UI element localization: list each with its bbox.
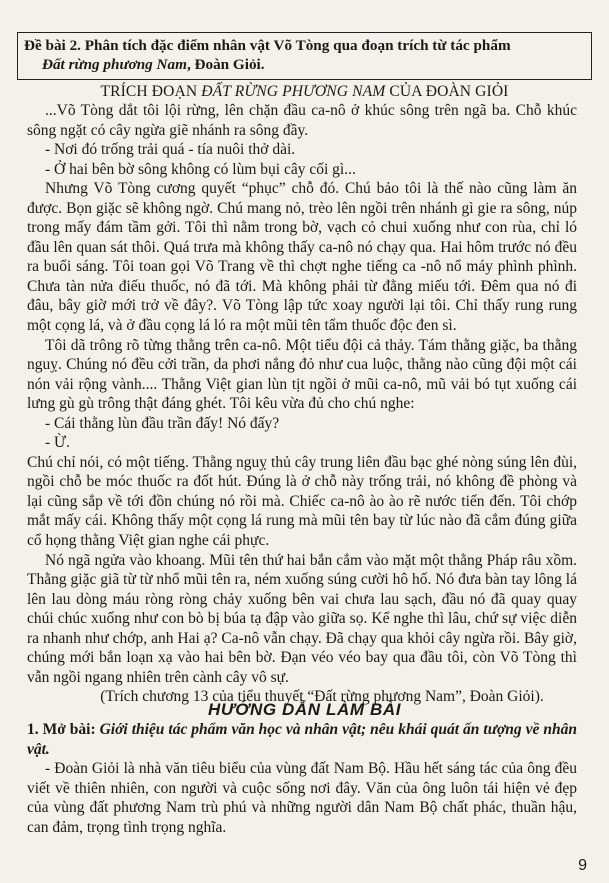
page-number: 9 <box>578 857 587 874</box>
task-line-1 <box>24 36 583 55</box>
guide-section-heading <box>27 720 577 759</box>
excerpt-heading <box>0 82 609 101</box>
excerpt-paragraph: - Ở hai bên bờ sông không có lùm bụi cây cối gì... <box>45 160 356 178</box>
excerpt-paragraph: Nhưng Võ Tòng cương quyết “phục” chỗ đó. Chú bảo tôi là thế nào cũng làm ăn được. Bọn giặc sẽ không ngờ. Chú mang nỏ, trèo lên ngồi trên nhánh gì gie ra sông, núp trong mấy đám tầm gởi. Tôi thì nằm trong bờ, vạch cỏ chui xuống như con rùa, chỉ ló đầu lên quan sát thôi. Quá trưa mà không thấy ca-nô nó chạy qua. Hai hôm trước nó đều ra buổi sáng. Tôi toan gọi Võ Trang về thì chợt nghe tiếng ca -nô nổ máy phình phình. Chưa tàn nửa điếu thuốc, nó đã tới. Mà không phải từ đằng miếu tới. Đêm qua nó đi đâu, bây giờ mới trở về đây?. Võ Tòng lập tức xoay người lại tôi. Chỉ thấy rung rung một cọng lá, và ở đầu cọng lá ló ra một mũi tên tẩm thuốc độc đen sì. <box>27 180 577 335</box>
guide-body <box>27 720 577 837</box>
task-label: Đề bài 2. <box>24 37 81 54</box>
excerpt-paragraph: Tôi dã trông rõ từng thằng trên ca-nô. Một tiểu đội cả thảy. Tám thằng giặc, ba thằng nguỵ. Chúng nó đều cởi trần, da phơi nắng đỏ như cua luộc, thằng nào cũng đội một cái nón vải rộng vành.... Thằng Việt gian lùn tịt ngồi ở mũi ca-nô, mũ vải bó tụt xuống cái lưng gù gù trông thật đáng ghét. Tôi kêu vừa đủ cho chú nghe: <box>27 336 577 413</box>
guide-paragraph: - Đoàn Giỏi là nhà văn tiêu biểu của vùng đất Nam Bộ. Hầu hết sáng tác của ông đều viết về thiên nhiên, con người và cuộc sống nơi đây. Văn của ông luôn tái hiện vẻ đẹp của vùng đất phương Nam trù phú và những người dân Nam Bộ chất phác, thuần hậu, can đảm, trọng tình trọng nghĩa. <box>27 760 577 836</box>
excerpt-paragraph: - Nơi đó trống trải quá - tía nuôi thở dài. <box>45 141 296 159</box>
task-line-2 <box>24 55 583 74</box>
task-box <box>17 32 592 80</box>
excerpt-paragraph: Nó ngã ngửa vào khoang. Mũi tên thứ hai bắn cắm vào mặt một thằng Pháp râu xồm. Thằng giặc giã từ từ nhổ mũi tên ra, ném xuống súng cười hô hố. Nó đưa bàn tay lông lá lên lau dòng máu ròng ròng chảy xuống bên vai chưa lau sạch, đầu nó đã quay quay chúi chúc xuống như con bò bị búa tạ đập vào giữa sọ. Kể nghe thì lâu, chứ sự việc diễn ra nhanh như chớp, anh Hai ạ? Ca-nô vẫn chạy. Đã chạy qua khỏi cây ngừa rồi. Bây giờ, chúng mới bắn loạn xạ vào hai bên bờ. Đạn véo véo bay qua đầu tôi, còn Võ Tòng thì vẫn ngồi ngang nhiên trên cành cây vô sự. <box>27 551 577 686</box>
guide-section-label: 1. Mở bài: <box>27 721 96 738</box>
guide-title: HƯỚNG DẪN LÀM BÀI <box>207 700 402 719</box>
task-work-title: Đất rừng phương Nam <box>42 56 187 73</box>
excerpt-heading-title: ĐẤT RỪNG PHƯƠNG NAM <box>201 83 386 100</box>
task-author: , Đoàn Giỏi. <box>186 56 265 73</box>
excerpt-paragraph: ...Võ Tòng dắt tôi lội rừng, lên chặn đầu ca-nô ở khúc sông trên ngã ba. Chỗ khúc sông ngặt có cây ngừa giẽ nhánh ra sông đầy. <box>27 102 577 139</box>
task-text: Phân tích đặc điểm nhân vật Võ Tòng qua đoạn trích từ tác phẩm <box>84 37 511 54</box>
excerpt-paragraph: - Cái thằng lùn đầu trần đấy! Nó đấy? <box>45 414 280 432</box>
excerpt-body <box>27 101 577 707</box>
excerpt-source: (Trích chương 13 của tiểu thuyết “Đất rừng phương Nam”, Đoàn Giỏi). <box>100 688 544 706</box>
excerpt-heading-suffix: CỦA ĐOÀN GIỎI <box>385 83 509 100</box>
guide-section-title: Giới thiệu tác phẩm văn học và nhân vật; nêu khái quát ấn tượng về nhân vật. <box>27 721 577 758</box>
excerpt-heading-prefix: TRÍCH ĐOẠN <box>100 83 202 100</box>
excerpt-paragraph: - Ừ. <box>45 434 70 452</box>
excerpt-paragraph: Chú chỉ nói, có một tiếng. Thằng nguỵ thủ cây trung liên đầu bạc ghé nòng súng lên đùi, ngồi chỗ be móc thuốc ra đốt hút. Đúng là ở chỗ này trống trải, nó không đề phòng và lại cũng sắp về tới đồn chúng nó rồi mà. Chiếc ca-nô ào ào rẽ nước tiến đến. Tôi chớp mắt mấy cái. Không thấy một cọng lá rung mà mũi tên bay từ lúc nào đã cắm đúng giữa cổ họng thằng Việt gian nghe cái phực. <box>27 453 577 550</box>
